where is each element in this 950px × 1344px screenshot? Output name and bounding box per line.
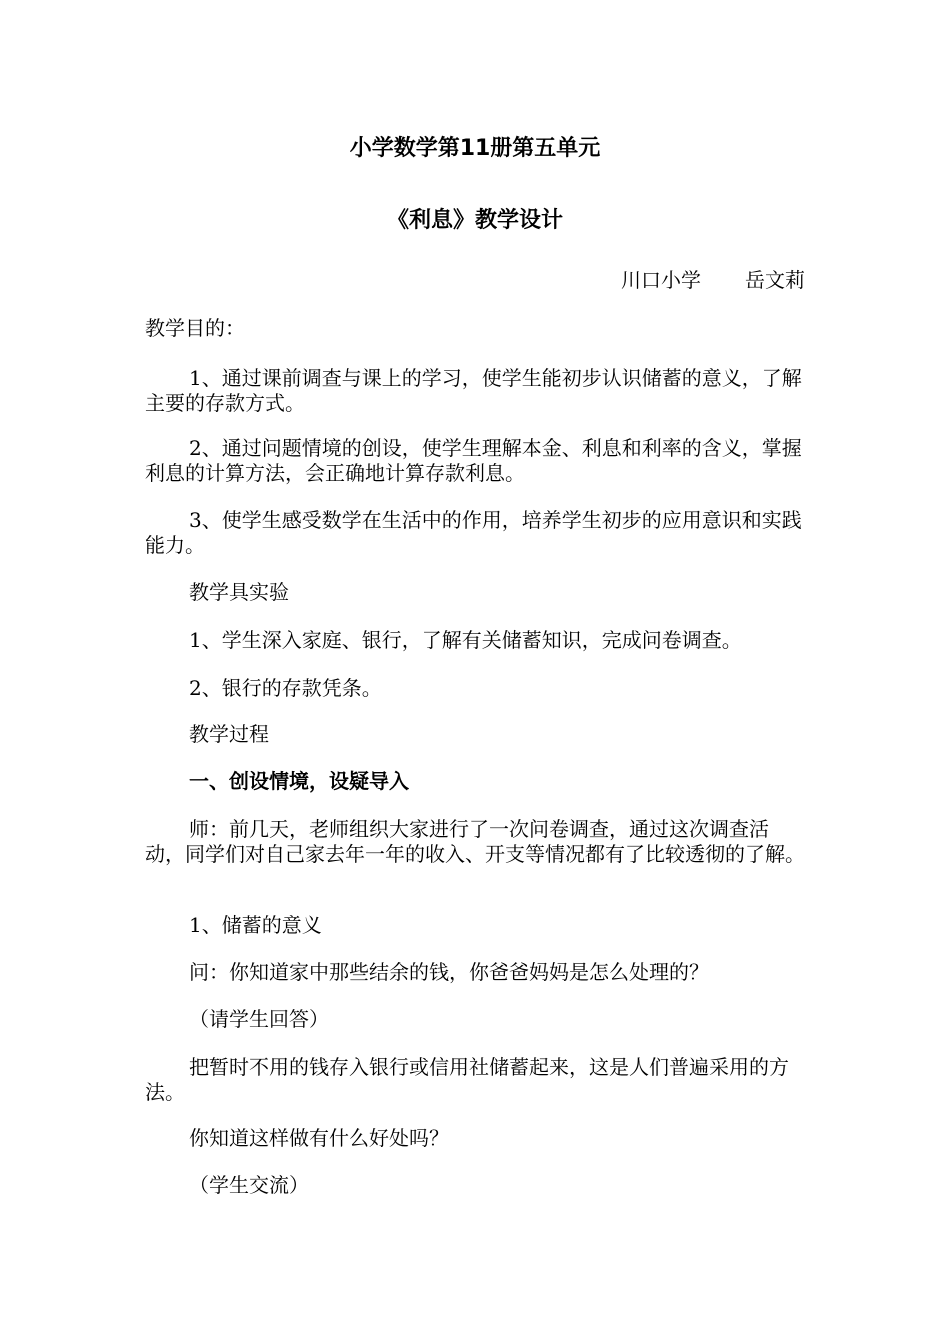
paragraph: 1、储蓄的意义 <box>189 913 322 937</box>
paragraph: 1、通过课前调查与课上的学习，使学生能初步认识储蓄的意义，了解主要的存款方式。 <box>145 366 802 415</box>
document-title: 小学数学第11册第五单元 <box>349 136 601 161</box>
paragraph: （学生交流） <box>189 1173 309 1197</box>
paragraph: 2、通过问题情境的创设，使学生理解本金、利息和利率的含义，掌握利息的计算方法，会正确地计算存款利息。 <box>145 436 802 485</box>
paragraph: 2、银行的存款凭条。 <box>189 676 382 700</box>
paragraph: （请学生回答） <box>189 1007 329 1031</box>
paragraph: 1、学生深入家庭、银行，了解有关储蓄知识，完成问卷调查。 <box>189 628 742 652</box>
paragraph: 教学具实验 <box>189 580 289 604</box>
paragraph: 3、使学生感受数学在生活中的作用，培养学生初步的应用意识和实践能力。 <box>145 508 802 557</box>
paragraph: 教学目的： <box>145 316 245 340</box>
author-line <box>621 266 805 294</box>
school-name: 川口小学 <box>621 268 701 292</box>
paragraph: 师：前几天，老师组织大家进行了一次问卷调查，通过这次调查活动，同学们对自己家去年一年的收入、开支等情况都有了比较透彻的了解。 <box>145 817 805 866</box>
paragraph: 教学过程 <box>189 722 269 746</box>
paragraph: 问：你知道家中那些结余的钱，你爸爸妈妈是怎么处理的？ <box>189 960 709 984</box>
document-subtitle: 《利息》教学设计 <box>386 208 563 233</box>
paragraph: 你知道这样做有什么好处吗？ <box>189 1126 449 1150</box>
section-heading: 一、创设情境，设疑导入 <box>189 769 409 793</box>
author-name: 岳文莉 <box>745 268 805 292</box>
paragraph: 把暂时不用的钱存入银行或信用社储蓄起来，这是人们普遍采用的方法。 <box>145 1055 789 1104</box>
